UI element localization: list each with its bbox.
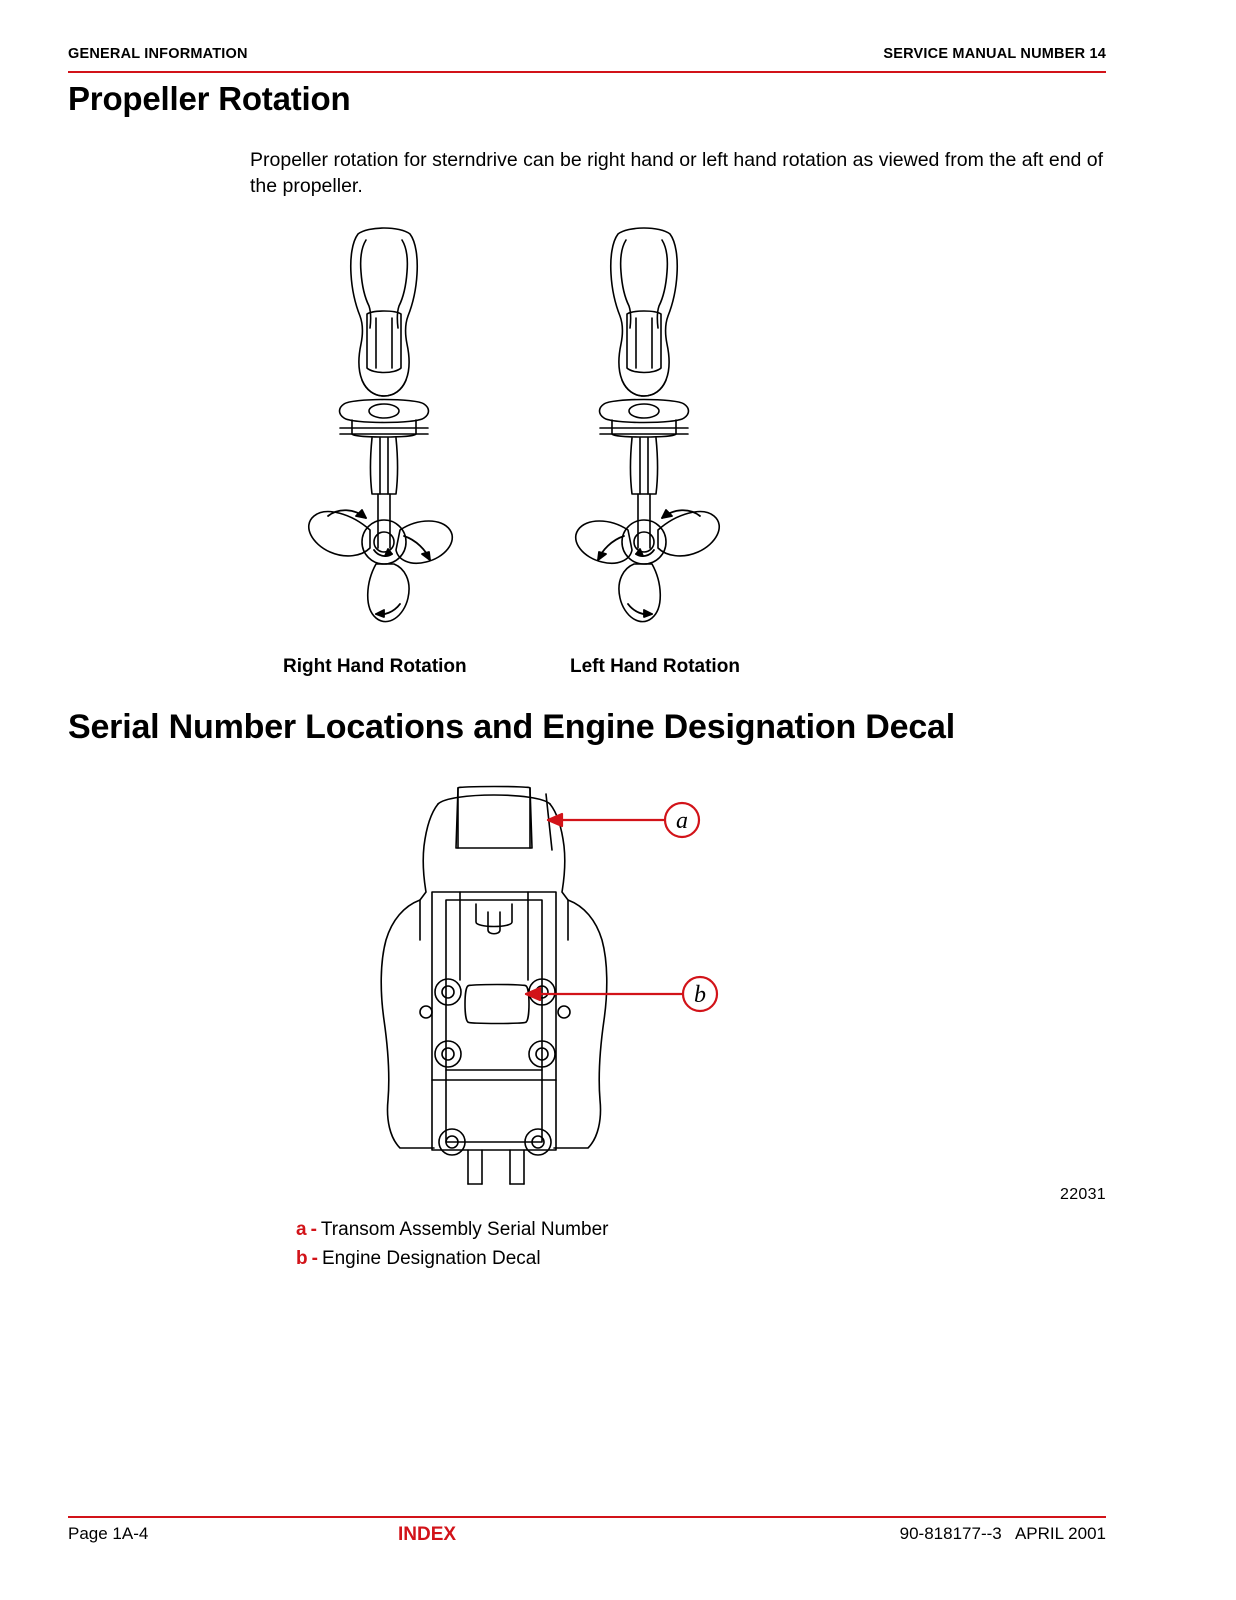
section-paragraph-propeller-rotation: Propeller rotation for sterndrive can be right hand or left hand rotation as viewed from the aft end of the propeller.	[250, 149, 1104, 197]
drive-unit-left-hand	[576, 228, 720, 622]
legend-text-a: Transom Assembly Serial Number	[320, 1219, 609, 1240]
section-title-serial-number-locations: Serial Number Locations and Engine Designation Decal	[68, 708, 956, 746]
callout-label-b: b	[694, 982, 706, 1008]
legend-key-b: b	[296, 1247, 308, 1269]
figure-transom-assembly	[300, 780, 780, 1200]
figure-propeller-rotation	[300, 218, 760, 638]
legend-dash-b: -	[311, 1247, 318, 1269]
caption-right-hand-rotation: Right Hand Rotation	[283, 656, 467, 677]
callout-leader-b	[526, 988, 682, 1000]
section-title-propeller-rotation: Propeller Rotation	[68, 80, 351, 117]
caption-left-hand-rotation: Left Hand Rotation	[570, 656, 740, 677]
footer-page-number: Page 1A-4	[68, 1524, 149, 1543]
footer-part-number: 90-818177--3 APRIL 2001	[899, 1524, 1106, 1543]
figure-code: 22031	[1060, 1186, 1106, 1203]
figure-legend	[296, 1216, 608, 1273]
legend-text-b: Engine Designation Decal	[321, 1247, 541, 1269]
legend-row-a	[296, 1216, 608, 1245]
drive-unit-right-hand	[309, 228, 453, 622]
legend-key-a: a	[296, 1219, 307, 1240]
legend-dash-a: -	[310, 1219, 317, 1240]
footer-index-link[interactable]: INDEX	[398, 1524, 457, 1545]
legend-row-b	[296, 1245, 608, 1274]
header-divider	[68, 71, 1106, 73]
callout-label-a: a	[676, 808, 688, 834]
callout-leader-a	[548, 814, 664, 826]
footer-divider	[68, 1516, 1106, 1518]
header-right-text: SERVICE MANUAL NUMBER 14	[883, 46, 1106, 62]
page-header	[68, 46, 1106, 62]
header-left-text: GENERAL INFORMATION	[68, 46, 248, 62]
